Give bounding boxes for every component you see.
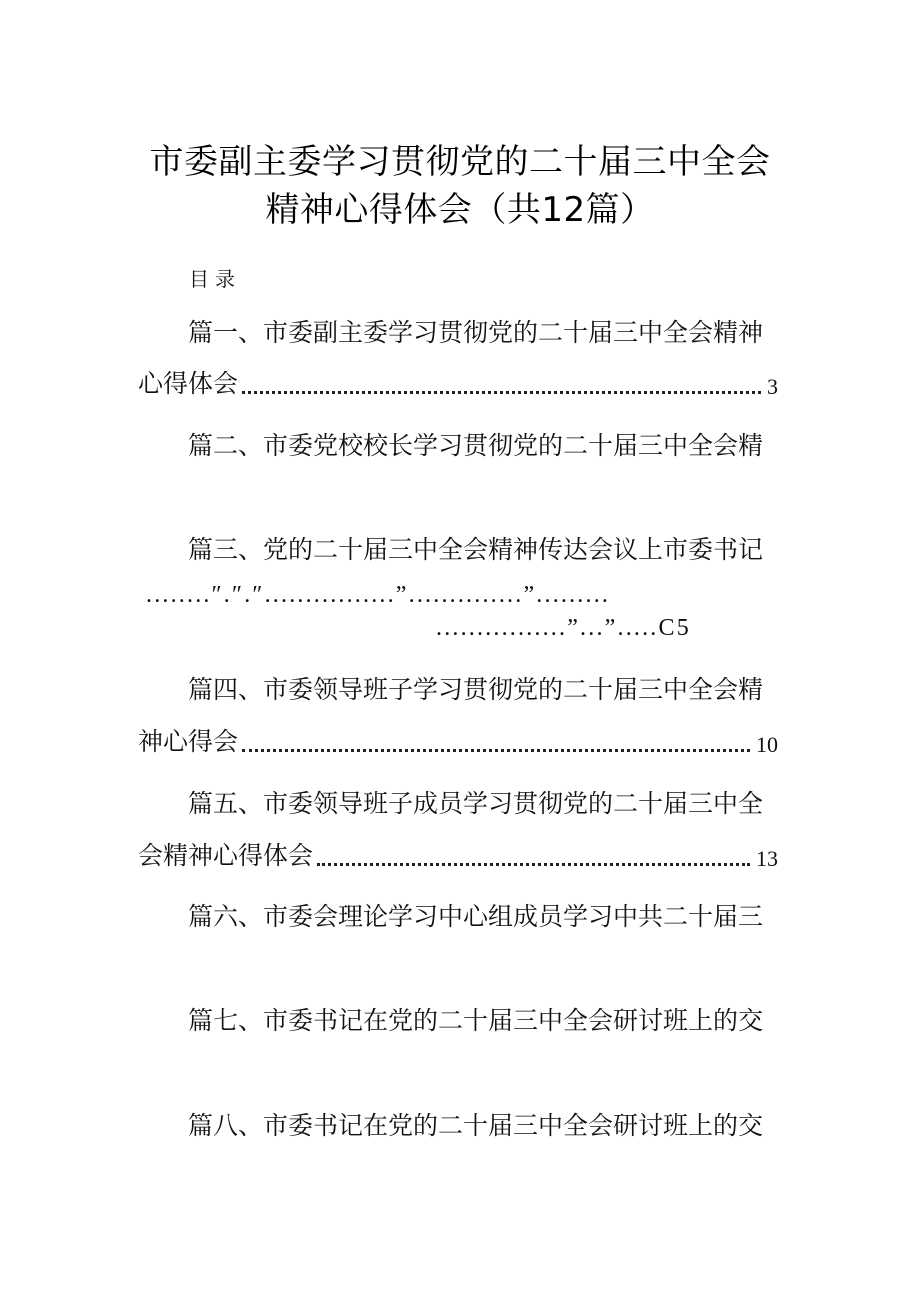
toc-entry-4-page-number: 10 [756, 732, 778, 757]
toc-entry-4-continuation-text: 神心得会 [138, 727, 239, 756]
toc-entry-1-continuation-text: 心得体会 [138, 369, 239, 398]
toc-heading: 目录 [189, 267, 241, 291]
toc-entry-7-label[interactable]: 篇七、市委书记在党的二十届三中全会研讨班上的交 [188, 1006, 764, 1035]
toc-entry-8-label[interactable]: 篇八、市委书记在党的二十届三中全会研讨班上的交 [188, 1111, 764, 1140]
dot-leader [242, 748, 750, 752]
toc-entry-4-label[interactable]: 篇四、市委领导班子学习贯彻党的二十届三中全会精 [188, 675, 764, 704]
toc-entry-5-continuation[interactable] [138, 838, 778, 872]
document-title-line-2: 精神心得体会（共12篇） [265, 190, 655, 230]
toc-entry-1-label[interactable]: 篇一、市委副主委学习贯彻党的二十届三中全会精神 [188, 318, 764, 347]
toc-entry-5-page-number: 13 [756, 846, 778, 871]
dot-leader [242, 390, 761, 394]
dot-leader [317, 862, 750, 866]
toc-entry-2-label[interactable]: 篇二、市委党校校长学习贯彻党的二十届三中全会精 [188, 431, 764, 460]
toc-entry-5-label[interactable]: 篇五、市委领导班子成员学习贯彻党的二十届三中全 [188, 789, 764, 818]
toc-entry-1-page-number: 3 [767, 374, 778, 399]
toc-entry-4-continuation[interactable] [138, 724, 778, 758]
toc-entry-1-continuation[interactable] [138, 366, 778, 400]
toc-entry-6-label[interactable]: 篇六、市委会理论学习中心组成员学习中共二十届三 [188, 902, 764, 931]
toc-entry-3-garbled-line-1: ........″.″.″................”..............”......... [146, 582, 611, 608]
toc-entry-3-label[interactable]: 篇三、党的二十届三中全会精神传达会议上市委书记 [188, 535, 764, 564]
toc-entry-5-continuation-text: 会精神心得体会 [138, 841, 314, 870]
toc-entry-3-garbled-line-2: ................”...”.....C5 [436, 615, 691, 641]
document-title-line-1: 市委副主委学习贯彻党的二十届三中全会 [149, 142, 771, 182]
